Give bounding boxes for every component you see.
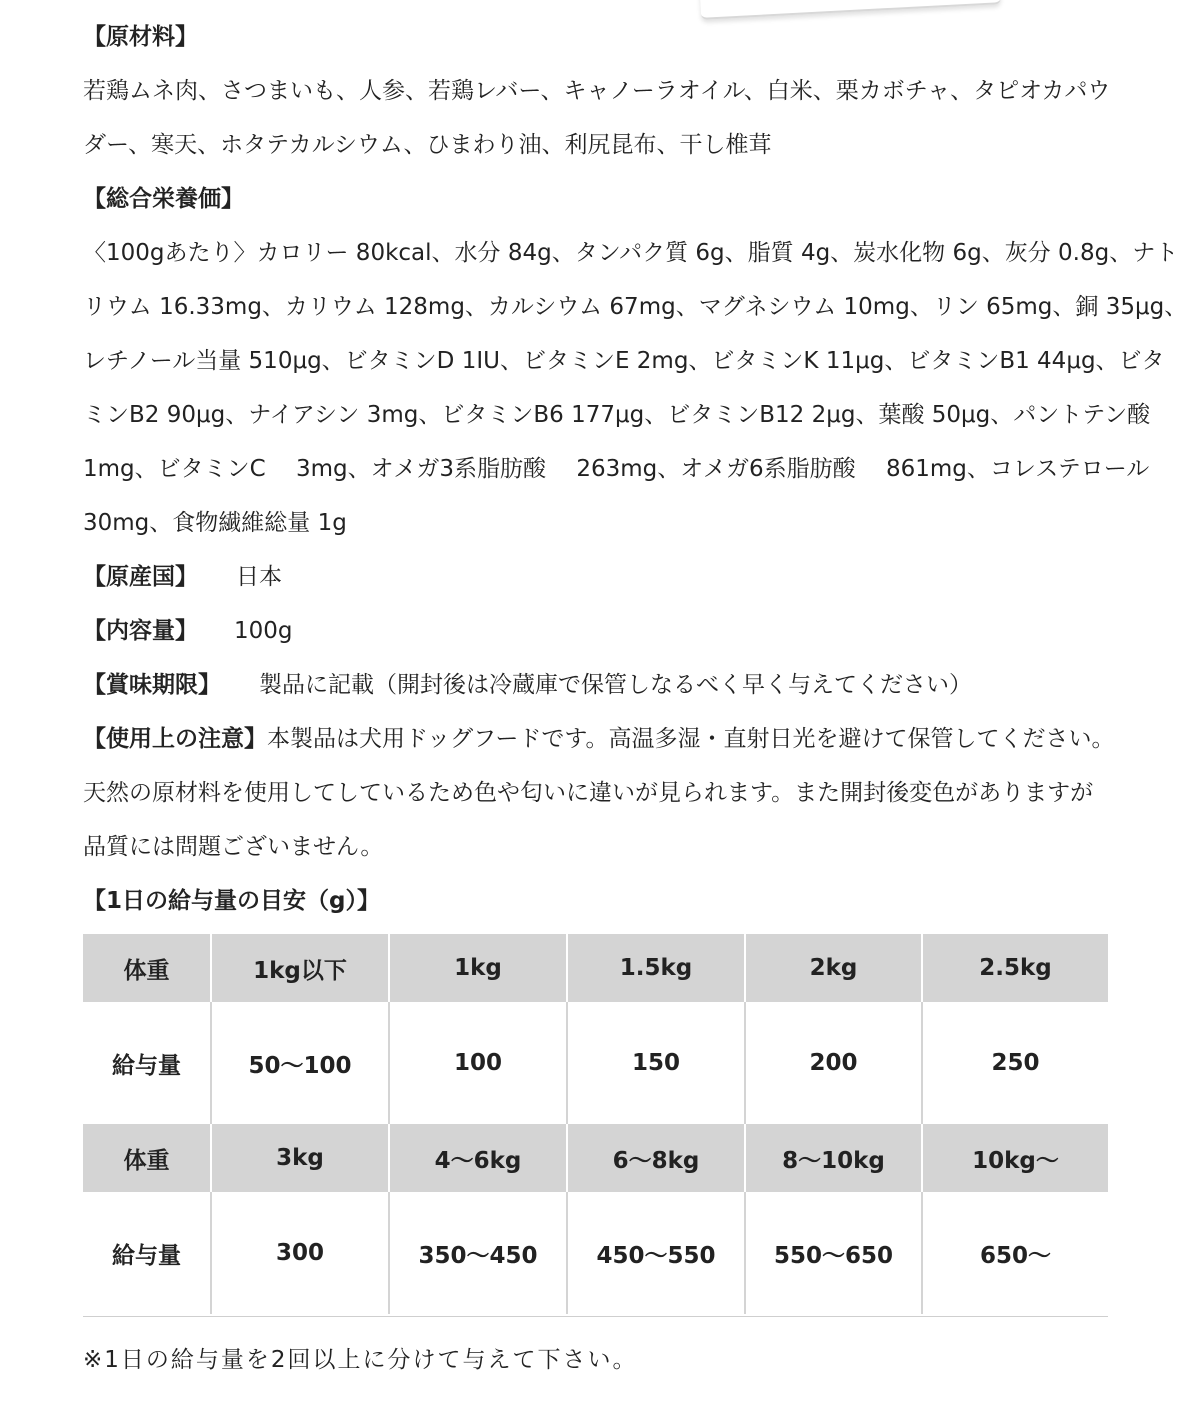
table-cell: 300	[211, 1192, 389, 1314]
table-cell: 350〜450	[389, 1192, 567, 1314]
weight-header-row	[83, 934, 1108, 1002]
nutrition-text-1: 〈100gあたり〉カロリー 80kcal、水分 84g、タンパク質 6g、脂質 4g、炭水化物 6g、灰分 0.8g、ナト	[83, 240, 1179, 266]
table-cell: 550〜650	[745, 1192, 922, 1314]
row-label-cell: 給与量	[83, 1002, 211, 1124]
table-cell: 250	[922, 1002, 1108, 1124]
table-cell: 50〜100	[211, 1002, 389, 1124]
table-cell: 2kg	[745, 934, 922, 1002]
nutrition-heading: 【総合栄養価】	[83, 186, 244, 212]
ingredients-text-2: ダー、寒天、ホタテカルシウム、ひまわり油、利尻昆布、干し椎茸	[83, 132, 772, 158]
ingredients-heading: 【原材料】	[83, 24, 198, 50]
origin-label: 【原産国】	[83, 564, 198, 590]
content-value: 100g	[234, 618, 293, 644]
nutrition-text-6: 30mg、食物繊維総量 1g	[83, 510, 347, 536]
content-row	[83, 618, 293, 645]
nutrition-text-2: リウム 16.33mg、カリウム 128mg、カルシウム 67mg、マグネシウム 10mg、リン 65mg、銅 35μg、	[83, 294, 1188, 320]
caution-text-2: 天然の原材料を使用してしているため色や匂いに違いが見られます。また開封後変色がありますが	[83, 780, 1094, 806]
nutrition-text-5: 1mg、ビタミンC 3mg、オメガ3系脂肪酸 263mg、オメガ6系脂肪酸 861mg、コレステロール	[83, 456, 1150, 482]
caution-label: 【使用上の注意】	[83, 726, 267, 752]
table-cell: 150	[567, 1002, 745, 1124]
caution-text-1: 本製品は犬用ドッグフードです。高温多湿・直射日光を避けて保管してください。	[267, 726, 1115, 752]
ingredients-text-1: 若鶏ムネ肉、さつまいも、人参、若鶏レバー、キャノーラオイル、白米、栗カボチャ、タピオカパウ	[83, 78, 1111, 104]
caution-text-3: 品質には問題ございません。	[83, 834, 384, 860]
table-cell: 1.5kg	[567, 934, 745, 1002]
table-cell: 1kg以下	[211, 934, 389, 1002]
expiry-value: 製品に記載（開封後は冷蔵庫で保管しなるべく早く与えてください）	[259, 672, 972, 698]
feeding-footnote: ※1日の給与量を2回以上に分けて与えて下さい。	[83, 1347, 638, 1373]
table-cell: 1kg	[389, 934, 567, 1002]
paper-corner-decoration	[699, 0, 1001, 20]
expiry-label: 【賞味期限】	[83, 672, 221, 698]
table-cell: 100	[389, 1002, 567, 1124]
nutrition-text-3: レチノール当量 510μg、ビタミンD 1IU、ビタミンE 2mg、ビタミンK 11μg、ビタミンB1 44μg、ビタ	[83, 348, 1165, 374]
table-cell: 2.5kg	[922, 934, 1108, 1002]
table-cell: 3kg	[211, 1124, 389, 1192]
table-cell: 450〜550	[567, 1192, 745, 1314]
feeding-table-wrapper	[83, 934, 1108, 1314]
feeding-heading: 【1日の給与量の目安（g）】	[83, 888, 380, 914]
row-label-cell: 体重	[83, 934, 211, 1002]
expiry-row	[83, 672, 972, 699]
table-bottom-divider	[83, 1316, 1108, 1317]
caution-row	[83, 726, 1115, 753]
origin-value: 日本	[236, 564, 282, 590]
content-label: 【内容量】	[83, 618, 198, 644]
row-label-cell: 給与量	[83, 1192, 211, 1314]
nutrition-text-4: ミンB2 90μg、ナイアシン 3mg、ビタミンB6 177μg、ビタミンB12 2μg、葉酸 50μg、パントテン酸	[83, 402, 1151, 428]
table-cell: 6〜8kg	[567, 1124, 745, 1192]
table-cell: 650〜	[922, 1192, 1108, 1314]
feeding-amount-row	[83, 1192, 1108, 1314]
table-cell: 10kg〜	[922, 1124, 1108, 1192]
table-cell: 200	[745, 1002, 922, 1124]
feeding-table	[83, 934, 1108, 1314]
feeding-amount-row	[83, 1002, 1108, 1124]
origin-row	[83, 564, 282, 591]
row-label-cell: 体重	[83, 1124, 211, 1192]
weight-header-row	[83, 1124, 1108, 1192]
table-cell: 8〜10kg	[745, 1124, 922, 1192]
table-cell: 4〜6kg	[389, 1124, 567, 1192]
